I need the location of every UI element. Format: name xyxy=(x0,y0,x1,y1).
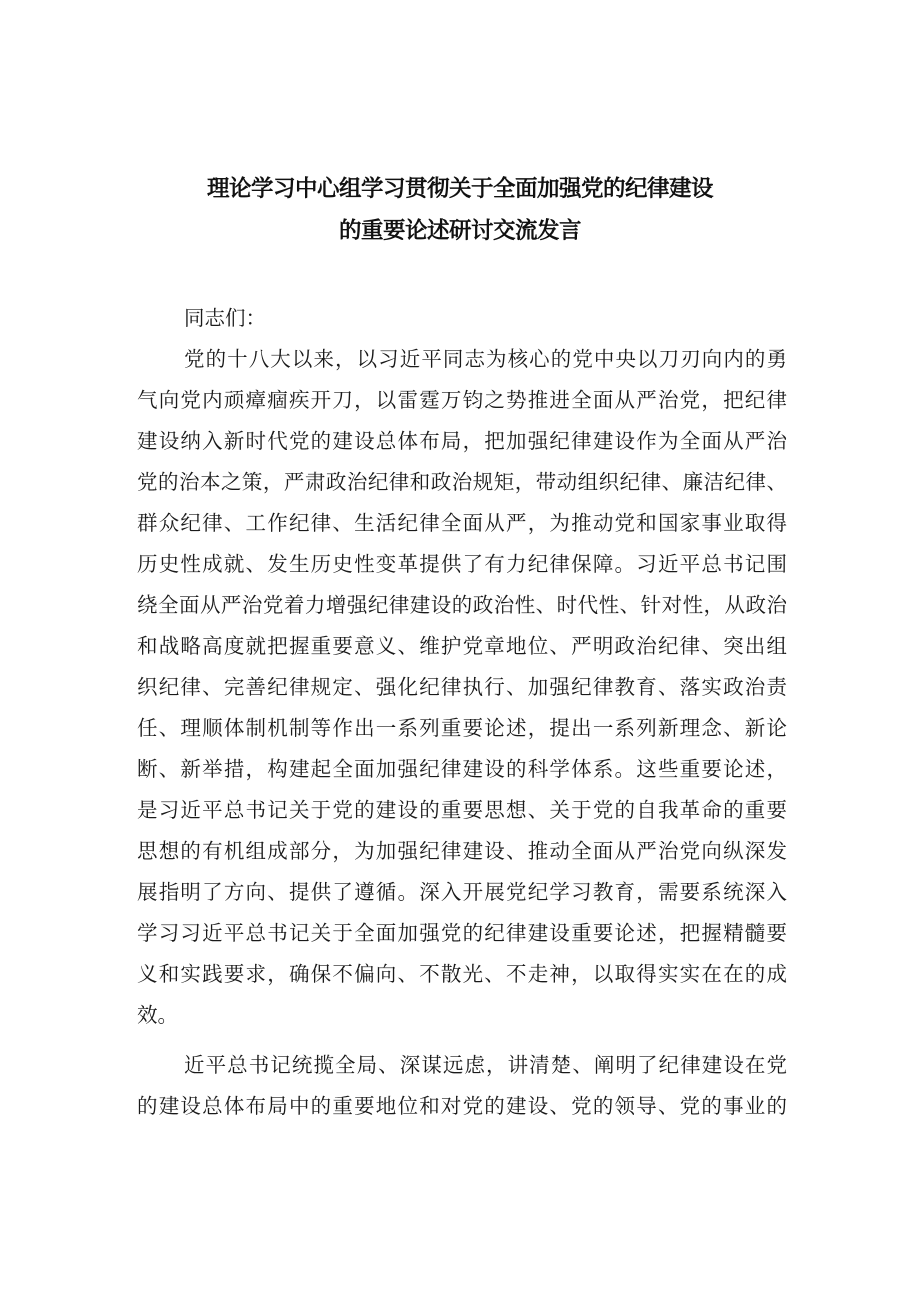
paragraph-line: 气向党内顽瘴痼疾开刀，以雷霆万钧之势推进全面从严治党，把纪律 xyxy=(137,388,787,412)
paragraph-line: 任、理顺体制机制等作出一系列重要论述，提出一系列新理念、新论 xyxy=(137,716,787,740)
paragraph-line: 学习习近平总书记关于全面加强党的纪律建设重要论述，把握精髓要 xyxy=(137,921,787,945)
paragraph-line: 织纪律、完善纪律规定、强化纪律执行、加强纪律教育、落实政治责 xyxy=(137,675,787,699)
paragraph-line: 的建设总体布局中的重要地位和对党的建设、党的领导、党的事业的 xyxy=(137,1094,787,1118)
paragraph-line: 建设纳入新时代党的建设总体布局，把加强纪律建设作为全面从严治 xyxy=(137,429,787,453)
paragraph-line: 思想的有机组成部分，为加强纪律建设、推动全面从严治党向纵深发 xyxy=(137,839,787,863)
paragraph-line: 历史性成就、发生历史性变革提供了有力纪律保障。习近平总书记围 xyxy=(137,552,787,576)
paragraph-line: 绕全面从严治党着力增强纪律建设的政治性、时代性、针对性，从政治 xyxy=(137,593,787,617)
paragraph-line: 和战略高度就把握重要意义、维护党章地位、严明政治纪律、突出组 xyxy=(137,634,787,658)
paragraph-line: 效。 xyxy=(137,1003,178,1027)
paragraph-line: 群众纪律、工作纪律、生活纪律全面从严，为推动党和国家事业取得 xyxy=(137,511,787,535)
paragraph-line: 断、新举措，构建起全面加强纪律建设的科学体系。这些重要论述， xyxy=(137,757,787,781)
paragraph-line: 义和实践要求，确保不偏向、不散光、不走神，以取得实实在在的成 xyxy=(137,962,787,986)
paragraph-line: 党的治本之策，严肃政治纪律和政治规矩，带动组织纪律、廉洁纪律、 xyxy=(137,470,787,494)
document-title-line-2: 的重要论述研讨交流发言 xyxy=(338,218,581,244)
salutation: 同志们： xyxy=(184,306,266,330)
document-title-line-1: 理论学习中心组学习贯彻关于全面加强党的纪律建设 xyxy=(206,176,713,202)
paragraph-line: 展指明了方向、提供了遵循。深入开展党纪学习教育，需要系统深入 xyxy=(137,880,787,904)
paragraph-line: 党的十八大以来，以习近平同志为核心的党中央以刀刃向内的勇 xyxy=(184,347,787,371)
paragraph-line: 近平总书记统揽全局、深谋远虑，讲清楚、阐明了纪律建设在党 xyxy=(184,1053,787,1077)
paragraph-line: 是习近平总书记关于党的建设的重要思想、关于党的自我革命的重要 xyxy=(137,798,787,822)
